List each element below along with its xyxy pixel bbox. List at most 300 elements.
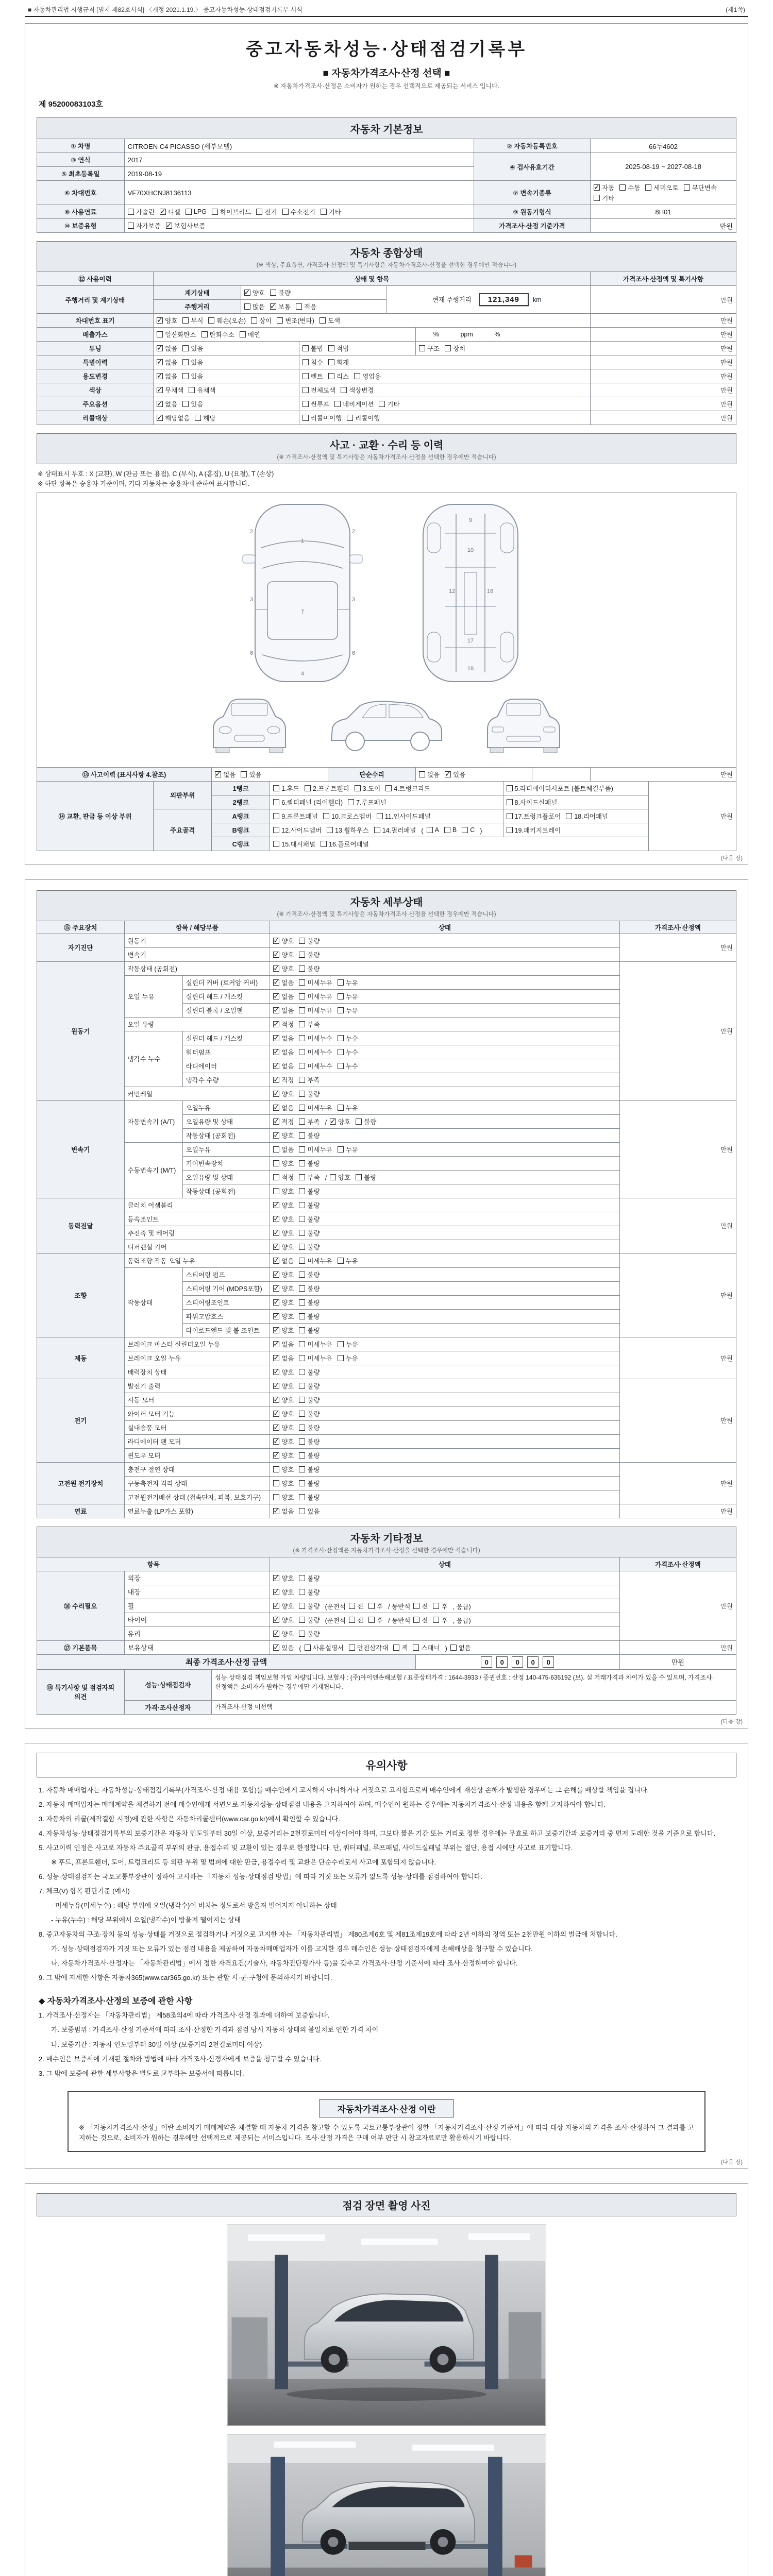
checkbox[interactable] xyxy=(273,1077,279,1083)
checkbox[interactable] xyxy=(299,1244,305,1250)
checkbox[interactable] xyxy=(273,813,279,819)
checkbox-option xyxy=(273,1033,294,1043)
checkbox-label: 양호 xyxy=(281,1424,294,1432)
checkbox[interactable] xyxy=(323,813,329,819)
checkbox[interactable] xyxy=(338,993,344,999)
checkbox[interactable] xyxy=(273,1230,279,1236)
checkbox[interactable] xyxy=(273,1355,279,1361)
checkbox[interactable] xyxy=(273,1021,279,1027)
checkbox[interactable] xyxy=(368,1603,375,1609)
checkbox[interactable] xyxy=(303,387,309,393)
checkbox[interactable] xyxy=(303,373,309,379)
checkbox[interactable] xyxy=(273,1299,279,1306)
checkbox[interactable] xyxy=(299,1299,305,1306)
checkbox[interactable] xyxy=(299,1508,305,1514)
checkbox[interactable] xyxy=(256,209,262,215)
checkbox-label: 적정 xyxy=(281,1021,294,1028)
checkbox[interactable] xyxy=(299,1105,305,1111)
checkbox-option xyxy=(186,208,207,215)
checkbox[interactable] xyxy=(273,1575,279,1581)
value-cell: 변속기 xyxy=(124,947,270,961)
checkbox[interactable] xyxy=(277,317,283,324)
checkbox[interactable] xyxy=(208,317,214,324)
checkbox[interactable] xyxy=(299,1313,305,1319)
checkbox[interactable] xyxy=(338,1146,344,1153)
checkbox[interactable] xyxy=(368,1617,375,1623)
checkbox[interactable] xyxy=(385,785,392,791)
checkbox[interactable] xyxy=(273,1452,279,1459)
checkbox[interactable] xyxy=(273,1160,279,1166)
checkbox[interactable] xyxy=(299,1397,305,1403)
checkbox-option xyxy=(241,770,261,779)
checkbox[interactable] xyxy=(299,1411,305,1417)
checkbox-option xyxy=(273,936,294,945)
checkbox[interactable] xyxy=(320,317,326,324)
checkbox[interactable] xyxy=(299,1466,305,1472)
page-title: 중고자동차성능·상태점검기록부 xyxy=(245,40,528,59)
checkbox[interactable] xyxy=(215,771,221,777)
checkbox[interactable] xyxy=(645,184,651,191)
table-row xyxy=(37,1700,736,1714)
checkbox-option xyxy=(299,1200,320,1210)
notice-item: 8. 중고자동차의 구조·장치 등의 성능·상태를 거짓으로 점검하거나 거짓으로 고지한 자는 「자동차관리법」 제80조제6호 및 제81조제19호에 따라 2년 이하의 징역 또는 2천만원 이하의 벌금에 처합니다. xyxy=(39,1930,617,1939)
checkbox[interactable] xyxy=(273,1188,279,1194)
checkbox-option xyxy=(349,1643,388,1652)
checkbox[interactable] xyxy=(299,1575,305,1581)
checkbox[interactable] xyxy=(182,373,189,379)
checkbox[interactable] xyxy=(299,1383,305,1389)
checkbox[interactable] xyxy=(273,1285,279,1292)
checkbox-option xyxy=(244,302,265,311)
checkbox[interactable] xyxy=(338,979,344,986)
page-4-photos xyxy=(25,2183,748,2576)
price-cell: 만원 xyxy=(591,411,736,425)
checkbox-option xyxy=(419,344,440,353)
checkbox-label: 양호 xyxy=(281,951,294,959)
checkbox[interactable] xyxy=(299,1617,305,1623)
checkbox[interactable] xyxy=(433,1603,439,1609)
checkbox[interactable] xyxy=(619,184,626,191)
checkbox[interactable] xyxy=(273,785,279,791)
checkbox[interactable] xyxy=(303,401,309,407)
checkbox[interactable] xyxy=(450,1645,457,1651)
checkbox[interactable] xyxy=(195,415,201,421)
table-row xyxy=(37,1100,736,1114)
checkbox[interactable] xyxy=(594,184,600,191)
checkbox-option xyxy=(299,1284,320,1293)
checkbox[interactable] xyxy=(299,1480,305,1486)
checkbox[interactable] xyxy=(273,1589,279,1595)
checkbox[interactable] xyxy=(349,1603,355,1609)
checkbox[interactable] xyxy=(251,317,257,324)
checkbox[interactable] xyxy=(160,209,166,215)
checkbox[interactable] xyxy=(241,771,247,777)
checkbox[interactable] xyxy=(299,1118,305,1125)
checkbox[interactable] xyxy=(507,813,513,819)
checkbox[interactable] xyxy=(299,938,305,944)
mark-legend-line2: ※ 하단 항목은 승용차 기준이며, 기타 자동차는 승용차에 준하여 표시합니다. xyxy=(38,480,249,488)
checkbox[interactable] xyxy=(305,785,311,791)
checkbox[interactable] xyxy=(273,1645,279,1651)
checkbox[interactable] xyxy=(299,1369,305,1375)
basic-info-table-container xyxy=(37,139,736,233)
checkbox-option xyxy=(299,964,320,973)
checkbox[interactable] xyxy=(273,1091,279,1097)
checkbox-label: 불량 xyxy=(307,1630,320,1638)
checkbox[interactable] xyxy=(189,387,195,393)
checkbox[interactable] xyxy=(182,401,189,407)
checkbox[interactable] xyxy=(273,1494,279,1500)
checkbox[interactable] xyxy=(273,1313,279,1319)
label-cell: 리콜대상 xyxy=(37,411,154,425)
checkbox[interactable] xyxy=(299,1146,305,1153)
checkbox[interactable] xyxy=(299,1285,305,1292)
checkbox[interactable] xyxy=(419,345,425,351)
notice-item: 가. 보증범위 : 가격조사·산정 기준서에 따라 조사·산정한 가격과 점검 당시 자동차 상태의 불일치로 인한 가격 차이 xyxy=(51,2026,379,2034)
checkbox[interactable] xyxy=(321,209,327,215)
checkbox-label: 양호 xyxy=(281,1313,294,1320)
checkbox[interactable] xyxy=(182,345,189,351)
checkbox[interactable] xyxy=(273,1202,279,1208)
checkbox[interactable] xyxy=(328,359,334,365)
checkbox[interactable] xyxy=(299,1216,305,1222)
checkbox[interactable] xyxy=(273,1174,279,1180)
label-cell: 성능·상태점검자 xyxy=(124,1669,212,1700)
checkbox[interactable] xyxy=(166,223,172,229)
checkbox[interactable] xyxy=(157,331,163,337)
checkbox-label: 불량 xyxy=(307,1616,320,1624)
option-cell xyxy=(270,1462,619,1476)
label-cell: 항목 / 해당부품 xyxy=(124,921,270,934)
checkbox-option xyxy=(321,207,341,216)
checkbox-option xyxy=(299,1242,320,1251)
checkbox[interactable] xyxy=(334,401,341,407)
checkbox[interactable] xyxy=(299,1341,305,1347)
checkbox[interactable] xyxy=(330,1118,336,1125)
checkbox[interactable] xyxy=(299,1174,305,1180)
checkbox[interactable] xyxy=(273,965,279,972)
checkbox[interactable] xyxy=(273,1425,279,1431)
checkbox[interactable] xyxy=(273,1369,279,1375)
checkbox[interactable] xyxy=(273,1146,279,1153)
checkbox[interactable] xyxy=(273,827,279,833)
table-row xyxy=(37,1504,736,1518)
checkbox[interactable] xyxy=(462,827,468,833)
checkbox[interactable] xyxy=(273,979,279,986)
checkbox[interactable] xyxy=(201,331,208,337)
value-cell: 실린더 블록 / 오일팬 xyxy=(182,1003,270,1017)
checkbox[interactable] xyxy=(157,415,163,421)
checkbox[interactable] xyxy=(299,1007,305,1013)
checkbox[interactable] xyxy=(684,184,690,191)
notice-item: 나. 보증기간 : 자동차 인도일부터 30일 이상 (보증거리 2천킬로미터 이상) xyxy=(51,2040,262,2048)
checkbox[interactable] xyxy=(273,1480,279,1486)
checkbox[interactable] xyxy=(303,345,309,351)
checkbox-label: 적정 xyxy=(281,1118,294,1126)
checkbox-label: 미세누유 xyxy=(307,1354,332,1362)
checkbox[interactable] xyxy=(273,1327,279,1333)
option-separator-text: (운전석 xyxy=(325,1603,346,1611)
checkbox[interactable] xyxy=(566,813,572,819)
value-cell: 수동변속기 (M/T) xyxy=(124,1142,182,1198)
checkbox[interactable] xyxy=(299,979,305,986)
checkbox-option xyxy=(299,1159,320,1168)
checkbox-option xyxy=(273,1298,294,1307)
value-cell: 동력조향 작동 오일 누유 xyxy=(124,1253,270,1267)
checkbox[interactable] xyxy=(273,841,279,847)
checkbox[interactable] xyxy=(299,1091,305,1097)
checkbox-option xyxy=(305,1643,344,1652)
option-cell xyxy=(270,1640,619,1654)
checkbox-option xyxy=(182,371,203,381)
checkbox[interactable] xyxy=(299,1452,305,1459)
checkbox[interactable] xyxy=(427,827,433,833)
checkbox[interactable] xyxy=(212,209,218,215)
checkbox[interactable] xyxy=(299,1035,305,1041)
checkbox[interactable] xyxy=(273,1466,279,1472)
checkbox[interactable] xyxy=(303,415,309,421)
checkbox-label: 부족 xyxy=(307,1118,320,1126)
checkbox-label: 양호 xyxy=(281,1574,294,1582)
checkbox[interactable] xyxy=(413,1617,419,1623)
checkbox[interactable] xyxy=(374,827,380,833)
checkbox[interactable] xyxy=(128,209,134,215)
checkbox[interactable] xyxy=(507,827,513,833)
checkbox[interactable] xyxy=(341,387,347,393)
checkbox-option xyxy=(157,385,183,395)
checkbox[interactable] xyxy=(444,827,450,833)
checkbox[interactable] xyxy=(507,799,513,805)
checkbox[interactable] xyxy=(349,1617,355,1623)
checkbox[interactable] xyxy=(413,1603,419,1609)
checkbox[interactable] xyxy=(299,1425,305,1431)
warranty-list xyxy=(37,2010,736,2078)
checkbox[interactable] xyxy=(270,303,276,310)
checkbox[interactable] xyxy=(347,415,353,421)
checkbox[interactable] xyxy=(244,303,250,310)
checkbox-option xyxy=(334,399,374,409)
checkbox[interactable] xyxy=(273,1007,279,1013)
checkbox[interactable] xyxy=(355,785,361,791)
checkbox-label: 리콜미이행 xyxy=(310,415,342,422)
checkbox[interactable] xyxy=(348,799,354,805)
checkbox[interactable] xyxy=(273,1438,279,1445)
checkbox[interactable] xyxy=(273,993,279,999)
checkbox[interactable] xyxy=(330,1174,336,1180)
checkbox-label: 불량 xyxy=(307,1494,320,1501)
checkbox[interactable] xyxy=(349,1645,355,1651)
data-table xyxy=(37,767,736,782)
checkbox[interactable] xyxy=(299,1258,305,1264)
option-separator-text: (운전석 xyxy=(325,1617,346,1624)
checkbox[interactable] xyxy=(273,1341,279,1347)
checkbox[interactable] xyxy=(273,952,279,958)
checkbox[interactable] xyxy=(299,952,305,958)
checkbox-label: 양호 xyxy=(338,1118,351,1126)
checkbox[interactable] xyxy=(445,771,451,777)
checkbox[interactable] xyxy=(507,785,513,791)
checkbox[interactable] xyxy=(273,1397,279,1403)
option-separator-text: / 동반석 xyxy=(388,1603,411,1611)
checkbox-label: 양호 xyxy=(281,1285,294,1293)
option-cell xyxy=(154,328,416,342)
checkbox[interactable] xyxy=(338,1341,344,1347)
checkbox[interactable] xyxy=(338,1049,344,1055)
checkbox-option xyxy=(273,1312,294,1321)
checkbox-option xyxy=(303,371,323,381)
checkbox[interactable] xyxy=(393,1645,399,1651)
checkbox-option xyxy=(303,344,323,353)
checkbox[interactable] xyxy=(338,1035,344,1041)
checkbox[interactable] xyxy=(419,771,425,777)
checkbox[interactable] xyxy=(299,1589,305,1595)
checkbox[interactable] xyxy=(328,373,334,379)
value-cell: 실린더 커버 (로커암 커버) xyxy=(182,975,270,989)
checkbox[interactable] xyxy=(356,1118,362,1125)
checkbox-label: 전 xyxy=(422,1616,428,1624)
checkbox-option xyxy=(462,826,475,834)
option-cell xyxy=(299,411,590,425)
checkbox-label: 없음 xyxy=(281,1035,294,1042)
checkbox[interactable] xyxy=(273,1272,279,1278)
table-row xyxy=(37,1379,736,1393)
checkbox-label: 양호 xyxy=(252,290,265,297)
value-cell: 커먼레일 xyxy=(124,1087,270,1100)
checkbox-label: 양호 xyxy=(281,1368,294,1376)
checkbox[interactable] xyxy=(299,1063,305,1069)
checkbox[interactable] xyxy=(157,401,163,407)
checkbox[interactable] xyxy=(356,1174,362,1180)
checkbox[interactable] xyxy=(182,317,189,324)
label-cell: 주행거리 및 계기상태 xyxy=(37,286,154,314)
checkbox[interactable] xyxy=(299,1188,305,1194)
section-note: (※ 가격조사·산정액 및 특기사항은 자동차가격조사·산정을 선택한 경우에만 적습니다) xyxy=(277,454,496,461)
checkbox[interactable] xyxy=(273,938,279,944)
checkbox-label: C xyxy=(470,826,475,834)
label-cell: ⑯ 수리필요 xyxy=(37,1571,125,1640)
notice-item: 9. 그 밖에 자세한 사항은 자동차365(www.car365.go.kr) 또는 관할 시·군·구청에 문의하시기 바랍니다. xyxy=(39,1974,332,1982)
checkbox[interactable] xyxy=(273,1035,279,1041)
value-cell: 2025-08-19 ~ 2027-08-18 xyxy=(591,153,736,181)
checkbox[interactable] xyxy=(377,813,383,819)
checkbox[interactable] xyxy=(273,1508,279,1514)
checkbox[interactable] xyxy=(299,1438,305,1445)
checkbox[interactable] xyxy=(157,387,163,393)
checkbox[interactable] xyxy=(433,1617,439,1623)
checkbox[interactable] xyxy=(282,209,289,215)
checkbox[interactable] xyxy=(299,1021,305,1027)
checkbox[interactable] xyxy=(273,1617,279,1623)
checkbox[interactable] xyxy=(273,1258,279,1264)
checkbox[interactable] xyxy=(303,359,309,365)
checkbox[interactable] xyxy=(299,1077,305,1083)
checkbox-label: 해당 xyxy=(203,415,216,422)
checkbox[interactable] xyxy=(270,290,276,296)
checkbox[interactable] xyxy=(338,1063,344,1069)
checkbox[interactable] xyxy=(273,1216,279,1222)
checkbox[interactable] xyxy=(273,1049,279,1055)
checkbox[interactable] xyxy=(273,1244,279,1250)
checkbox[interactable] xyxy=(157,359,163,365)
checkbox[interactable] xyxy=(299,1160,305,1166)
label-cell: 조향 xyxy=(37,1253,125,1337)
checkbox[interactable] xyxy=(338,1355,344,1361)
checkbox[interactable] xyxy=(299,1132,305,1139)
checkbox[interactable] xyxy=(299,1327,305,1333)
checkbox[interactable] xyxy=(299,1494,305,1500)
checkbox[interactable] xyxy=(328,345,334,351)
checkbox[interactable] xyxy=(299,1049,305,1055)
checkbox[interactable] xyxy=(244,290,250,296)
checkbox-option xyxy=(413,1643,440,1652)
checkbox[interactable] xyxy=(327,827,333,833)
checkbox[interactable] xyxy=(240,331,246,337)
checkbox[interactable] xyxy=(157,317,163,324)
data-table xyxy=(37,1557,736,1655)
section-title: 자동차 기본정보 xyxy=(350,124,423,135)
checkbox[interactable] xyxy=(299,1603,305,1609)
checkbox-label: 후 xyxy=(377,1616,383,1624)
checkbox-option xyxy=(299,1340,332,1349)
checkbox[interactable] xyxy=(354,373,360,379)
label-cell: 상태 xyxy=(270,921,619,934)
checkbox[interactable] xyxy=(445,345,451,351)
checkbox[interactable] xyxy=(273,1383,279,1389)
value-cell: 내장 xyxy=(124,1585,270,1599)
checkbox[interactable] xyxy=(299,1230,305,1236)
checkbox[interactable] xyxy=(413,1645,419,1651)
value-cell: 실내송풍 모터 xyxy=(124,1420,270,1434)
checkbox-label: 없음 xyxy=(281,1007,294,1014)
checkbox[interactable] xyxy=(299,1631,305,1637)
checkbox[interactable] xyxy=(157,345,163,351)
checkbox-option xyxy=(273,798,343,807)
checkbox[interactable] xyxy=(273,1063,279,1069)
checkbox[interactable] xyxy=(305,1645,311,1651)
checkbox[interactable] xyxy=(157,373,163,379)
checkbox[interactable] xyxy=(296,303,302,310)
checkbox[interactable] xyxy=(299,1272,305,1278)
checkbox-label: 양호 xyxy=(281,1201,294,1209)
checkbox[interactable] xyxy=(338,1105,344,1111)
checkbox[interactable] xyxy=(273,1631,279,1637)
checkbox-label: 미세누유 xyxy=(307,993,332,1001)
checkbox[interactable] xyxy=(338,1258,344,1264)
checkbox[interactable] xyxy=(338,1007,344,1013)
checkbox[interactable] xyxy=(273,1118,279,1125)
checkbox[interactable] xyxy=(273,799,279,805)
checkbox[interactable] xyxy=(182,359,189,365)
checkbox[interactable] xyxy=(273,1132,279,1139)
checkbox[interactable] xyxy=(128,223,134,229)
checkbox[interactable] xyxy=(299,1355,305,1361)
checkbox[interactable] xyxy=(299,993,305,999)
checkbox[interactable] xyxy=(379,401,385,407)
checkbox[interactable] xyxy=(594,195,600,201)
checkbox[interactable] xyxy=(273,1105,279,1111)
checkbox-option xyxy=(299,1228,320,1238)
checkbox-label: 없음 xyxy=(281,1062,294,1070)
checkbox[interactable] xyxy=(273,1411,279,1417)
checkbox-label: 누유 xyxy=(345,1007,358,1014)
value-cell: 오일누유 xyxy=(182,1142,270,1156)
checkbox[interactable] xyxy=(186,209,192,215)
checkbox[interactable] xyxy=(299,1202,305,1208)
checkbox[interactable] xyxy=(299,965,305,972)
checkbox-option xyxy=(273,1506,294,1516)
checkbox[interactable] xyxy=(273,1603,279,1609)
checkbox[interactable] xyxy=(321,841,327,847)
